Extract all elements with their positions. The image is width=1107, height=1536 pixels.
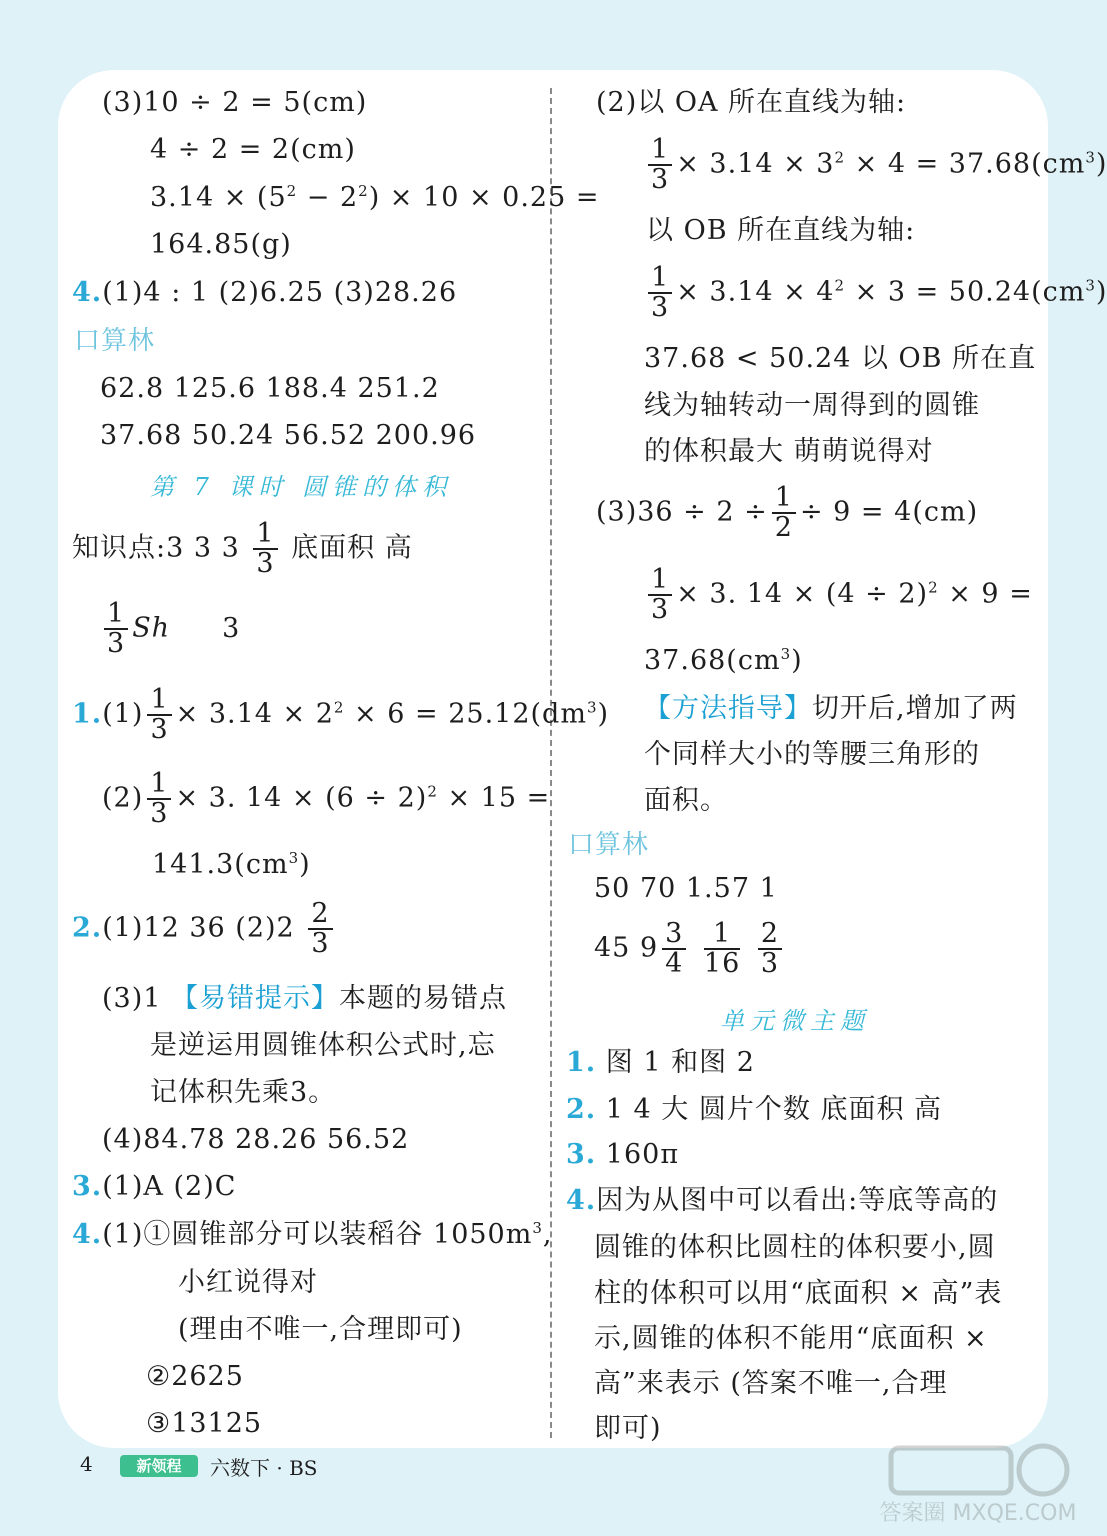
- right-line-11: 【方法指导】切开后,增加了两: [644, 693, 1018, 724]
- kousuan-heading-right: 口算林: [568, 830, 650, 860]
- tip-label: 【易错提示】: [171, 983, 340, 1014]
- knowledge-points-2: $\frac{1}{3}$ Sh 3: [100, 600, 240, 658]
- right-line-8: (3)36 ÷ 2 ÷ $\frac{1}{2}$ ÷ 9 = 4(cm): [596, 482, 979, 543]
- fraction: $\frac{1}{3}$: [147, 770, 171, 828]
- fraction: $\frac{3}{4}$: [662, 920, 686, 978]
- q2-part-3: 是逆运用圆锥体积公式时,忘: [150, 1030, 496, 1061]
- right-line-4: $\frac{1}{3}$ × $3.14 \times 4^2 \times 3 = 50.24(cm^3)$: [644, 264, 1107, 322]
- q4b-line-1: 4.(1)①圆锥部分可以装稻谷 $1050m^3$,: [72, 1219, 553, 1250]
- knowledge-points: 知识点:3 3 3 $\frac{1}{3}$ 底面积 高: [72, 518, 413, 579]
- q4b-line-5: ③13125: [146, 1408, 263, 1439]
- unit-q4-line-3: 柱的体积可以用“底面积 × 高”表: [594, 1278, 1003, 1309]
- fraction: $\frac{1}{3}$: [648, 264, 672, 322]
- kousuan-right-row-2: 45 9 $\frac{3}{4}$ $\frac{1}{16}$ $\frac{2}{3}$: [594, 920, 786, 978]
- right-line-9: $\frac{1}{3}$ × 3. $14 \times (4 \div 2)^2 \times 9$ =: [644, 566, 1033, 624]
- q1-part-1: 1.(1) $\frac{1}{3}$ × $3.14 \times 2^2 \times 6 = 25.12(dm^3)$: [72, 684, 610, 745]
- unit-q3: 3. 160π: [566, 1139, 680, 1170]
- subject-label: 六数下 · BS: [210, 1456, 318, 1480]
- right-line-10: $37.68(cm^3)$: [644, 645, 803, 676]
- unit-theme-title: 单元微主题: [720, 1007, 870, 1035]
- unit-q4-line-6: 即可): [594, 1413, 662, 1444]
- right-line-5: 37.68 < 50.24 以 OB 所在直: [644, 343, 1037, 374]
- right-line-12: 个同样大小的等腰三角形的: [644, 739, 980, 770]
- fraction: $\frac{1}{3}$: [104, 600, 128, 658]
- q2-part-4: 记体积先乘3。: [150, 1077, 337, 1108]
- q4-line: 4.(1)4 : 1 (2)6.25 (3)28.26: [72, 277, 458, 308]
- fraction: $\frac{1}{3}$: [648, 566, 672, 624]
- watermark-text: 答案圈 MXQE.COM: [879, 1501, 1077, 1526]
- left-line-1: (3)10 ÷ 2 = 5(cm): [102, 87, 368, 118]
- fraction: $\frac{1}{16}$: [703, 918, 741, 979]
- q1-part-2: (2) $\frac{1}{3}$ × 3. $14 \times (6 \div 2)^2 \times 15$ =: [102, 768, 551, 829]
- unit-q4-line-1: 4.因为从图中可以看出:等底等高的: [566, 1185, 999, 1216]
- watermark-logo-icon: [879, 1438, 1077, 1528]
- unit-q1: 1. 图 1 和图 2: [566, 1047, 755, 1078]
- unit-q4-line-2: 圆锥的体积比圆柱的体积要小,圆: [594, 1232, 996, 1263]
- fraction: $\frac{2}{3}$: [758, 920, 782, 978]
- right-line-3: 以 OB 所在直线为轴:: [646, 215, 916, 246]
- q2-part-5: (4)84.78 28.26 56.52: [102, 1124, 410, 1155]
- left-line-2: 4 ÷ 2 = 2(cm): [150, 134, 356, 165]
- q4b-line-4: ②2625: [146, 1361, 244, 1392]
- unit-q4-line-4: 示,圆锥的体积不能用“底面积 ×: [594, 1323, 988, 1354]
- lesson-title: 第 7 课时 圆锥的体积: [150, 473, 453, 501]
- q4b-line-3: (理由不唯一,合理即可): [178, 1314, 463, 1345]
- kousuan-row-2: 37.68 50.24 56.52 200.96: [100, 420, 477, 451]
- brand-badge: 新领程: [120, 1455, 198, 1477]
- kousuan-right-row-1: 50 70 1.57 1: [594, 873, 778, 904]
- q4b-line-2: 小红说得对: [178, 1267, 318, 1298]
- kousuan-row-1: 62.8 125.6 188.4 251.2: [100, 373, 440, 404]
- right-line-6: 线为轴转动一周得到的圆锥: [644, 390, 980, 421]
- q2-part-2: (3)1 【易错提示】本题的易错点: [102, 983, 508, 1014]
- q2-part-1: 2.(1)12 36 (2)2 $\frac{2}{3}$: [72, 900, 337, 958]
- right-line-2: $\frac{1}{3}$ × $3.14 \times 3^2 \times 4 = 37.68(cm^3)$: [644, 136, 1107, 194]
- fraction: $\frac{1}{3}$: [253, 520, 277, 578]
- fraction: $\frac{1}{3}$: [648, 136, 672, 194]
- unit-q4-line-5: 高”来表示 (答案不唯一,合理: [594, 1368, 948, 1399]
- q3-line: 3.(1)A (2)C: [72, 1171, 237, 1202]
- right-line-1: (2)以 OA 所在直线为轴:: [596, 87, 907, 118]
- method-tip-label: 【方法指导】: [644, 693, 812, 724]
- fraction: $\frac{1}{3}$: [147, 686, 171, 744]
- kousuan-heading-left: 口算林: [74, 326, 156, 356]
- page-number: 4: [80, 1452, 93, 1476]
- q1-part-3: $141.3(cm^3)$: [152, 849, 311, 880]
- fraction: $\frac{1}{2}$: [772, 484, 796, 542]
- left-line-3: $3.14 \times (5^2 - 2^2) \times 10 \times 0.25$ =: [150, 182, 600, 213]
- right-line-7: 的体积最大 萌萌说得对: [644, 436, 934, 467]
- left-line-4: 164.85(g): [150, 229, 292, 260]
- right-line-13: 面积。: [644, 785, 728, 816]
- unit-q2: 2. 1 4 大 圆片个数 底面积 高: [566, 1094, 943, 1125]
- fraction: $\frac{2}{3}$: [308, 900, 332, 958]
